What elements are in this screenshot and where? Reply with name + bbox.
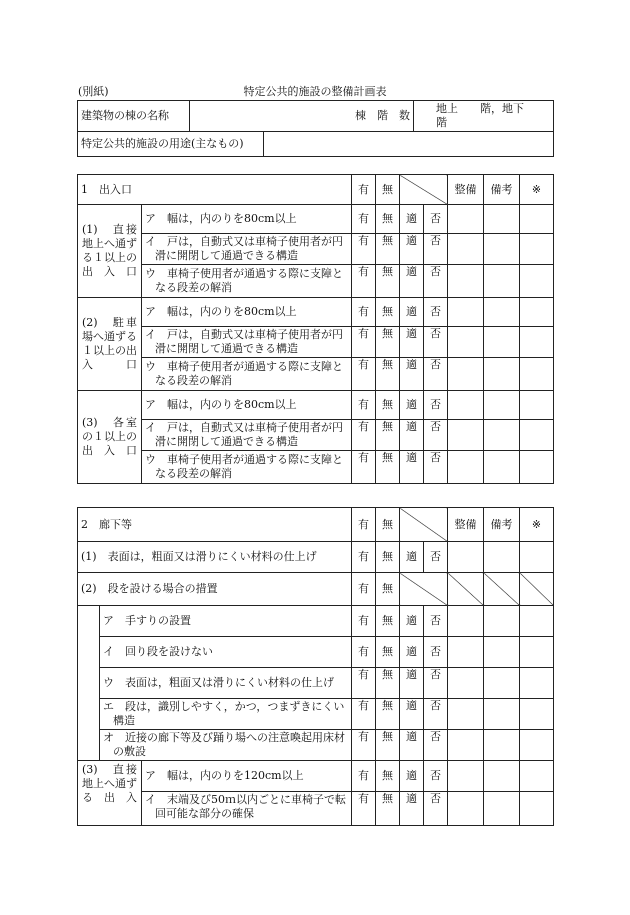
maint-cell[interactable] [448, 298, 484, 327]
building-name-label: 建築物の棟の名称 [78, 101, 190, 132]
item-text: イ 戸は，自動式又は車椅子使用者が円滑に開閉して通過できる構造 [142, 420, 352, 451]
maint-cell[interactable] [448, 699, 484, 730]
yes-option[interactable]: 有 [352, 668, 376, 699]
mark-cell[interactable] [520, 792, 554, 826]
indent-spacer [78, 668, 100, 699]
mark-cell[interactable] [520, 265, 554, 298]
group-label: (3) 直接地上へ通ずる出入 [78, 761, 142, 826]
item-text: ウ 車椅子使用者が通過する際に支障となる段差の解消 [142, 265, 352, 298]
yes-option[interactable]: 有 [352, 358, 376, 391]
ng-option[interactable]: 否 [424, 358, 448, 391]
item-text: イ 戸は，自動式又は車椅子使用者が円滑に開閉して通過できる構造 [142, 327, 352, 358]
remark-cell[interactable] [484, 761, 520, 792]
col-yes: 有 [352, 508, 376, 542]
building-unit: 棟 [355, 109, 366, 122]
floor-unit-label: 階 [436, 116, 447, 129]
item-text: ウ 車椅子使用者が通過する際に支障となる段差の解消 [142, 451, 352, 484]
ng-option[interactable]: 否 [424, 542, 448, 573]
floors-label: 階 数 [377, 109, 410, 122]
item-text: イ 末端及び50ｍ以内ごとに車椅子で転回可能な部分の確保 [142, 792, 352, 826]
mark-cell[interactable] [520, 637, 554, 668]
no-option[interactable]: 無 [376, 792, 400, 826]
remark-cell[interactable] [484, 205, 520, 234]
maint-cell[interactable] [448, 792, 484, 826]
mark-cell[interactable] [520, 327, 554, 358]
entrance-table [77, 174, 554, 484]
maint-cell[interactable] [448, 542, 484, 573]
below-ground-label: 階，地下 [480, 102, 524, 115]
yes-option[interactable]: 有 [352, 327, 376, 358]
diagonal-cell [448, 573, 484, 606]
mark-cell[interactable] [520, 668, 554, 699]
maint-cell[interactable] [448, 606, 484, 637]
maint-cell[interactable] [448, 234, 484, 265]
yes-option[interactable]: 有 [352, 637, 376, 668]
section-title: 1 出入口 [78, 175, 352, 205]
maint-cell[interactable] [448, 358, 484, 391]
no-option[interactable]: 無 [376, 668, 400, 699]
no-option[interactable]: 無 [376, 327, 400, 358]
maint-cell[interactable] [448, 205, 484, 234]
ok-option[interactable]: 適 [400, 391, 424, 420]
page-title: 特定公共的施設の整備計画表 [243, 85, 387, 98]
remark-cell[interactable] [484, 451, 520, 484]
use-label: 特定公共的施設の用途(主なもの) [78, 132, 264, 157]
mark-cell[interactable] [520, 420, 554, 451]
no-option[interactable]: 無 [376, 234, 400, 265]
sub-item-text: イ 回り段を設けない [100, 637, 352, 668]
mark-cell[interactable] [520, 205, 554, 234]
no-option[interactable]: 無 [376, 573, 400, 606]
mark-cell[interactable] [520, 606, 554, 637]
maint-cell[interactable] [448, 730, 484, 761]
mark-cell[interactable] [520, 451, 554, 484]
diagonal-cell [520, 573, 554, 606]
mark-cell[interactable] [520, 298, 554, 327]
col-no: 無 [376, 175, 400, 205]
corridor-table [77, 507, 554, 826]
building-info-table [77, 100, 554, 157]
ng-option[interactable]: 否 [424, 637, 448, 668]
use-field[interactable] [264, 132, 554, 157]
remark-cell[interactable] [484, 542, 520, 573]
no-option[interactable]: 無 [376, 265, 400, 298]
yes-option[interactable]: 有 [352, 420, 376, 451]
mark-cell[interactable] [520, 358, 554, 391]
no-option[interactable]: 無 [376, 761, 400, 792]
ng-option[interactable]: 否 [424, 234, 448, 265]
mark-cell[interactable] [520, 761, 554, 792]
indent-spacer [78, 730, 100, 761]
remark-cell[interactable] [484, 298, 520, 327]
annex-note: (別紙) [78, 85, 109, 98]
col-mark: ※ [520, 175, 554, 205]
sub-item-text: ウ 表面は，粗面又は滑りにくい材料の仕上げ [100, 668, 352, 699]
indent-spacer [78, 606, 100, 637]
yes-option[interactable]: 有 [352, 792, 376, 826]
diagonal-cell [400, 508, 448, 542]
remark-cell[interactable] [484, 358, 520, 391]
item-text: ア 幅は，内のりを80cm以上 [142, 205, 352, 234]
yes-option[interactable]: 有 [352, 298, 376, 327]
ng-option[interactable]: 否 [424, 451, 448, 484]
remark-cell[interactable] [484, 265, 520, 298]
ng-option[interactable]: 否 [424, 606, 448, 637]
ok-option[interactable]: 適 [400, 298, 424, 327]
no-option[interactable]: 無 [376, 420, 400, 451]
ng-option[interactable]: 否 [424, 668, 448, 699]
floors-field[interactable] [414, 101, 554, 132]
item-text: ア 幅は，内のりを80cm以上 [142, 391, 352, 420]
col-remark: 備考 [484, 175, 520, 205]
no-option[interactable]: 無 [376, 542, 400, 573]
no-option[interactable]: 無 [376, 637, 400, 668]
maint-cell[interactable] [448, 761, 484, 792]
no-option[interactable]: 無 [376, 391, 400, 420]
ok-option[interactable]: 適 [400, 668, 424, 699]
group-label: (1) 直接地上へ通ずる１以上の出入口 [78, 205, 142, 298]
no-option[interactable]: 無 [376, 606, 400, 637]
diagonal-cell [484, 573, 520, 606]
yes-option[interactable]: 有 [352, 542, 376, 573]
maint-cell[interactable] [448, 265, 484, 298]
mark-cell[interactable] [520, 391, 554, 420]
item-text: ア 幅は，内のりを120cm以上 [142, 761, 352, 792]
remark-cell[interactable] [484, 730, 520, 761]
remark-cell[interactable] [484, 606, 520, 637]
ng-option[interactable]: 否 [424, 792, 448, 826]
mark-cell[interactable] [520, 699, 554, 730]
col-no: 無 [376, 508, 400, 542]
ng-option[interactable]: 否 [424, 391, 448, 420]
col-mark: ※ [520, 508, 554, 542]
item-text: イ 戸は，自動式又は車椅子使用者が円滑に開閉して通過できる構造 [142, 234, 352, 265]
remark-cell[interactable] [484, 668, 520, 699]
remark-cell[interactable] [484, 391, 520, 420]
diagonal-cell [400, 573, 448, 606]
sub-item-text: オ 近接の廊下等及び踊り場への注意喚起用床材の敷設 [100, 730, 352, 761]
maint-cell[interactable] [448, 451, 484, 484]
ok-option[interactable]: 適 [400, 358, 424, 391]
ok-option[interactable]: 適 [400, 205, 424, 234]
remark-cell[interactable] [484, 420, 520, 451]
no-option[interactable]: 無 [376, 358, 400, 391]
item-text: ア 幅は，内のりを80cm以上 [142, 298, 352, 327]
maint-cell[interactable] [448, 420, 484, 451]
yes-option[interactable]: 有 [352, 606, 376, 637]
yes-option[interactable]: 有 [352, 761, 376, 792]
ok-option[interactable]: 適 [400, 606, 424, 637]
maint-cell[interactable] [448, 637, 484, 668]
yes-option[interactable]: 有 [352, 573, 376, 606]
remark-cell[interactable] [484, 792, 520, 826]
diagonal-cell [400, 175, 448, 205]
no-option[interactable]: 無 [376, 699, 400, 730]
mark-cell[interactable] [520, 730, 554, 761]
ok-option[interactable]: 適 [400, 699, 424, 730]
yes-option[interactable]: 有 [352, 205, 376, 234]
ng-option[interactable]: 否 [424, 761, 448, 792]
sub-item-text: ア 手すりの設置 [100, 606, 352, 637]
yes-option[interactable]: 有 [352, 234, 376, 265]
remark-cell[interactable] [484, 699, 520, 730]
ng-option[interactable]: 否 [424, 205, 448, 234]
no-option[interactable]: 無 [376, 451, 400, 484]
section-title: 2 廊下等 [78, 508, 352, 542]
building-name-field[interactable] [190, 101, 414, 132]
no-option[interactable]: 無 [376, 730, 400, 761]
ng-option[interactable]: 否 [424, 298, 448, 327]
remark-cell[interactable] [484, 637, 520, 668]
page-header [78, 83, 552, 97]
ok-option[interactable]: 適 [400, 451, 424, 484]
ng-option[interactable]: 否 [424, 699, 448, 730]
yes-option[interactable]: 有 [352, 730, 376, 761]
ok-option[interactable]: 適 [400, 637, 424, 668]
ok-option[interactable]: 適 [400, 234, 424, 265]
ok-option[interactable]: 適 [400, 420, 424, 451]
ok-option[interactable]: 適 [400, 542, 424, 573]
col-remark: 備考 [484, 508, 520, 542]
group-label: (2) 駐車場へ通ずる１以上の出入口 [78, 298, 142, 391]
col-yes: 有 [352, 175, 376, 205]
ok-option[interactable]: 適 [400, 761, 424, 792]
ok-option[interactable]: 適 [400, 792, 424, 826]
sub-item-text: エ 段は，識別しやすく，かつ，つまずきにくい構造 [100, 699, 352, 730]
col-maint: 整備 [448, 508, 484, 542]
yes-option[interactable]: 有 [352, 265, 376, 298]
mark-cell[interactable] [520, 542, 554, 573]
above-ground-label: 地上 [436, 102, 458, 115]
col-maint: 整備 [448, 175, 484, 205]
indent-spacer [78, 699, 100, 730]
maint-cell[interactable] [448, 391, 484, 420]
item-text: (1) 表面は，粗面又は滑りにくい材料の仕上げ [78, 542, 352, 573]
item-text: ウ 車椅子使用者が通過する際に支障となる段差の解消 [142, 358, 352, 391]
maint-cell[interactable] [448, 668, 484, 699]
no-option[interactable]: 無 [376, 298, 400, 327]
ok-option[interactable]: 適 [400, 327, 424, 358]
ng-option[interactable]: 否 [424, 265, 448, 298]
remark-cell[interactable] [484, 327, 520, 358]
yes-option[interactable]: 有 [352, 451, 376, 484]
mark-cell[interactable] [520, 234, 554, 265]
ng-option[interactable]: 否 [424, 420, 448, 451]
yes-option[interactable]: 有 [352, 391, 376, 420]
ng-option[interactable]: 否 [424, 327, 448, 358]
ok-option[interactable]: 適 [400, 730, 424, 761]
indent-spacer [78, 637, 100, 668]
no-option[interactable]: 無 [376, 205, 400, 234]
ok-option[interactable]: 適 [400, 265, 424, 298]
ng-option[interactable]: 否 [424, 730, 448, 761]
remark-cell[interactable] [484, 234, 520, 265]
maint-cell[interactable] [448, 327, 484, 358]
group-label: (3) 各室の１以上の出入口 [78, 391, 142, 484]
item-text: (2) 段を設ける場合の措置 [78, 573, 352, 606]
yes-option[interactable]: 有 [352, 699, 376, 730]
